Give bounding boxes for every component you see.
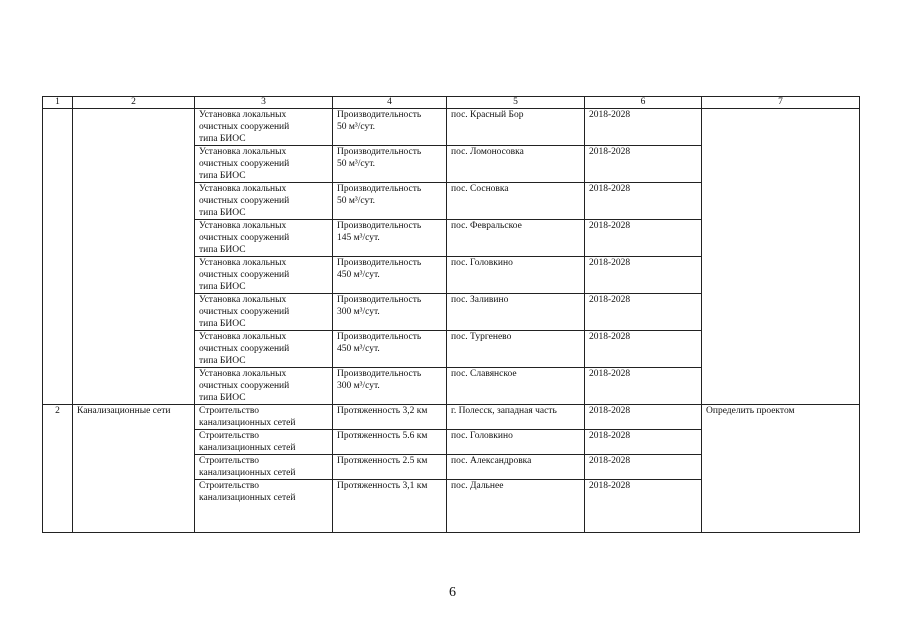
capacity-value: Производительность 450 м³/сут. xyxy=(333,331,447,368)
column-header: 4 xyxy=(333,97,447,109)
capacity-value: Производительность 300 м³/сут. xyxy=(333,368,447,405)
location: пос. Тургенево xyxy=(447,331,585,368)
table-row xyxy=(43,109,860,146)
location: пос. Головкино xyxy=(447,257,585,294)
period: 2018-2028 xyxy=(585,430,702,455)
measure-name: Установка локальных очистных сооружений типа БИОС xyxy=(195,109,333,146)
period: 2018-2028 xyxy=(585,480,702,533)
note-cell xyxy=(702,109,860,405)
location: пос. Заливино xyxy=(447,294,585,331)
measure-name: Установка локальных очистных сооружений типа БИОС xyxy=(195,220,333,257)
column-header: 5 xyxy=(447,97,585,109)
capacity-value: Производительность 50 м³/сут. xyxy=(333,109,447,146)
length-value: Протяженность 2.5 км xyxy=(333,455,447,480)
period: 2018-2028 xyxy=(585,455,702,480)
period: 2018-2028 xyxy=(585,220,702,257)
location: пос. Февральское xyxy=(447,220,585,257)
page-number: 6 xyxy=(449,585,456,600)
measure-name: Строительство канализационных сетей xyxy=(195,480,333,533)
period: 2018-2028 xyxy=(585,257,702,294)
length-value: Протяженность 3,1 км xyxy=(333,480,447,533)
column-header: 6 xyxy=(585,97,702,109)
period: 2018-2028 xyxy=(585,405,702,430)
column-header: 1 xyxy=(43,97,73,109)
measure-name: Установка локальных очистных сооружений типа БИОС xyxy=(195,294,333,331)
note: Определить проектом xyxy=(702,405,860,533)
table-row xyxy=(43,405,860,430)
measure-name: Строительство канализационных сетей xyxy=(195,455,333,480)
capacity-value: Производительность 50 м³/сут. xyxy=(333,183,447,220)
location: пос. Сосновка xyxy=(447,183,585,220)
location: пос. Головкино xyxy=(447,430,585,455)
item-number: 2 xyxy=(43,405,73,533)
length-value: Протяженность 3,2 км xyxy=(333,405,447,430)
column-header: 3 xyxy=(195,97,333,109)
period: 2018-2028 xyxy=(585,183,702,220)
location: г. Полесск, западная часть xyxy=(447,405,585,430)
period: 2018-2028 xyxy=(585,331,702,368)
location: пос. Александровка xyxy=(447,455,585,480)
length-value: Протяженность 5.6 км xyxy=(333,430,447,455)
capacity-value: Производительность 300 м³/сут. xyxy=(333,294,447,331)
measure-name: Установка локальных очистных сооружений типа БИОС xyxy=(195,257,333,294)
capacity-value: Производительность 50 м³/сут. xyxy=(333,146,447,183)
location: пос. Славянское xyxy=(447,368,585,405)
measure-name: Строительство канализационных сетей xyxy=(195,405,333,430)
column-header: 2 xyxy=(73,97,195,109)
period: 2018-2028 xyxy=(585,368,702,405)
location: пос. Дальнее xyxy=(447,480,585,533)
period: 2018-2028 xyxy=(585,109,702,146)
measure-name: Строительство канализационных сетей xyxy=(195,430,333,455)
period: 2018-2028 xyxy=(585,294,702,331)
location: пос. Красный Бор xyxy=(447,109,585,146)
capacity-value: Производительность 145 м³/сут. xyxy=(333,220,447,257)
infrastructure-table xyxy=(42,96,860,533)
column-header: 7 xyxy=(702,97,860,109)
item-title-cell xyxy=(73,109,195,405)
measure-name: Установка локальных очистных сооружений типа БИОС xyxy=(195,146,333,183)
item-title: Канализационные сети xyxy=(73,405,195,533)
item-number-cell xyxy=(43,109,73,405)
period: 2018-2028 xyxy=(585,146,702,183)
capacity-value: Производительность 450 м³/сут. xyxy=(333,257,447,294)
column-number-row xyxy=(43,97,860,109)
location: пос. Ломоносовка xyxy=(447,146,585,183)
measure-name: Установка локальных очистных сооружений типа БИОС xyxy=(195,183,333,220)
measure-name: Установка локальных очистных сооружений типа БИОС xyxy=(195,368,333,405)
measure-name: Установка локальных очистных сооружений типа БИОС xyxy=(195,331,333,368)
